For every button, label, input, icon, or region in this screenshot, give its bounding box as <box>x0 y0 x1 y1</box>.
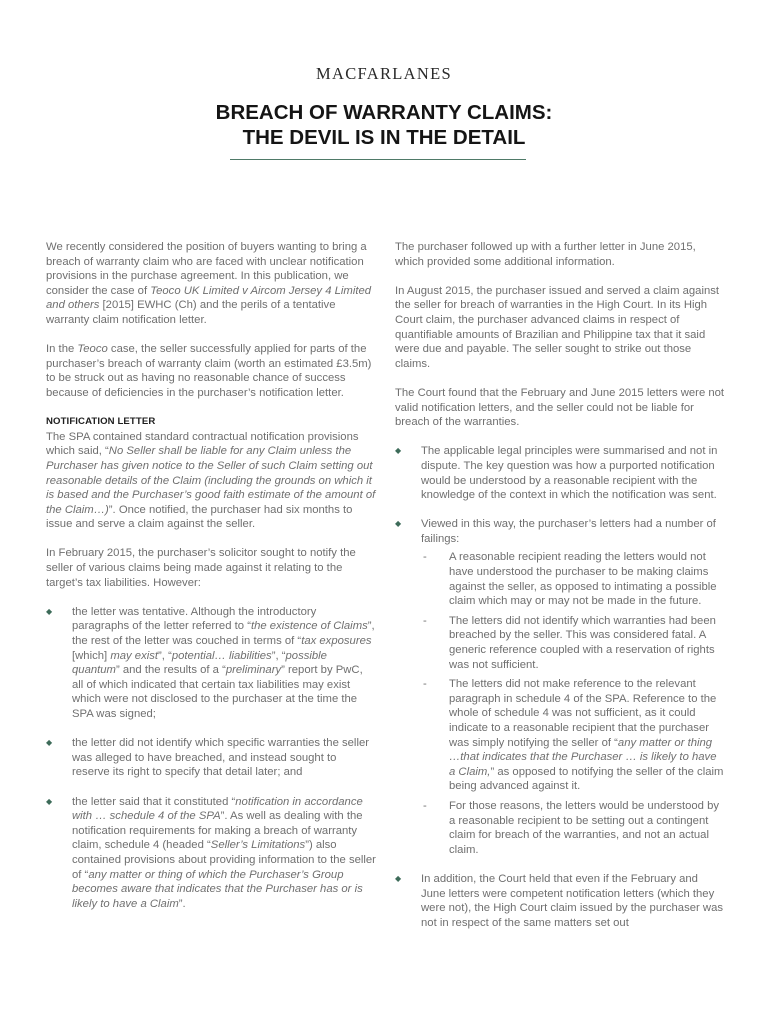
title-line-2: THE DEVIL IS IN THE DETAIL <box>242 126 526 149</box>
title-divider <box>230 159 526 160</box>
high-court-paragraph: In August 2015, the purchaser issued and served a claim against the seller for breach of warranties in the High Court. In its High Court claim, the purchaser advanced claims in respect of quantifiable amounts of Brazilian and Philippine tax that it said were due and payable. The seller sought to strike out those claims. <box>395 284 720 370</box>
firm-logo: MACFARLANES <box>316 64 452 83</box>
dash-bullet-icon: - <box>423 551 427 564</box>
dash-bullet-icon: - <box>423 614 427 627</box>
june-letter-paragraph: The purchaser followed up with a further letter in June 2015, which provided some additional information. <box>395 241 696 268</box>
findings-list <box>395 444 725 930</box>
dash-bullet-icon: - <box>423 799 427 812</box>
list-item: ◆ the letter said that it constituted “notification in accordance with … schedule 4 of the SPA”. As well as dealing with the notification requirements for making a breach of warranty claim, schedule 4 (headed “Seller’s Limitations”) also contained provisions about providing information to the seller of “any matter or thing of which the Purchaser’s Group becomes aware that indicates that the Purchaser has or is likely to have a Claim”. <box>46 795 376 910</box>
february-paragraph: In February 2015, the purchaser’s solicitor sought to notify the seller of various claims being made against it relating to the target’s tax liabilities. However: <box>46 547 356 589</box>
list-item: ◆ the letter did not identify which specific warranties the seller was alleged to have breached, and instead sought to reserve its right to specify that detail later; and <box>46 737 370 779</box>
teoco-paragraph: In the Teoco case, the seller successfully applied for parts of the purchaser’s breach of warranty claim (worth an estimated £3.5m) to be struck out as having no reasonable chance of success because of deficiencies in the purchaser’s notification letter. <box>46 343 372 399</box>
section-heading: NOTIFICATION LETTER <box>46 416 156 428</box>
spa-paragraph: The SPA contained standard contractual notification provisions which said, “No Seller shall be liable for any Claim unless the Purchaser has given notice to the Seller of such Claim setting out reasonable details of the Claim (including the grounds on which it is based and the Purchaser’s good faith estimate of the amount of the Claim…)”. Once notified, the purchaser had six months to issue and serve a claim against the seller. <box>46 430 376 531</box>
list-item: ◆ Viewed in this way, the purchaser’s letters had a number of failings: - A reasonable recipient reading the letters would not have understood the purchaser to be making claims against the seller, as opposed to intimating a possible claim which may or may not be made in the future. - The letters did not identify which warranties had been breached by the seller. This was considered fatal. A generic reference coupled with a reservation of rights was not sufficient. - The letters did not make reference to the relevant paragraph in schedule 4 of the SPA. Reference to the whole of schedule 4 was not sufficient, as it could indicate to a reasonable recipient that the purchaser was simply notifying the seller of “any matter or thing …that indicates that the Purchaser … is likely to have a Claim,” as opposed to notifying the seller of the claim being advanced against it. - For those reasons, the letters would be understood by a reasonable recipient to be setting out a contingent claim for breach of the warranties, and not an actual claim. <box>395 518 724 856</box>
sub-list-item: - The letters did not identify which warranties had been breached by the seller. This was considered fatal. A generic reference coupled with a reservation of rights was not sufficient. <box>423 614 716 671</box>
left-column <box>46 240 376 926</box>
sub-list <box>421 550 725 857</box>
sub-list-item: - For those reasons, the letters would be understood by a reasonable recipient to be setting out a contingent claim for breach of the warranties, and not an actual claim. <box>423 799 720 856</box>
sub-list-item: - A reasonable recipient reading the letters would not have understood the purchaser to be making claims against the seller, as opposed to intimating a possible claim which may or may not be made in the future. <box>423 551 717 608</box>
list-item: ◆ In addition, the Court held that even if the February and June letters were competent notification letters (which they were not), the High Court claim issued by the purchaser was not in respect of the same matters set out <box>395 872 724 929</box>
diamond-bullet-icon: ◆ <box>46 738 53 748</box>
diamond-bullet-icon: ◆ <box>395 873 402 883</box>
diamond-bullet-icon: ◆ <box>46 796 53 806</box>
failings-list <box>46 605 376 911</box>
dash-bullet-icon: - <box>423 678 427 691</box>
court-finding-paragraph: The Court found that the February and June 2015 letters were not valid notification letters, and the seller could not be liable for breach of the warranties. <box>395 386 725 429</box>
sub-list-item: - The letters did not make reference to the relevant paragraph in schedule 4 of the SPA. Reference to the whole of schedule 4 was not sufficient, as it could indicate to a reasonable recipient that the purchaser was simply notifying the seller of “any matter or thing …that indicates that the Purchaser … is likely to have a Claim,” as opposed to notifying the seller of the claim being advanced against it. <box>423 678 724 793</box>
diamond-bullet-icon: ◆ <box>395 446 402 456</box>
diamond-bullet-icon: ◆ <box>395 519 402 529</box>
list-item: ◆ The applicable legal principles were summarised and not in dispute. The key question was how a purported notification would be understood by a reasonable recipient with the knowledge of the context in which the notification was sent. <box>395 445 718 502</box>
title-line-1: BREACH OF WARRANTY CLAIMS: <box>215 101 553 124</box>
right-column <box>395 240 725 945</box>
intro-paragraph: We recently considered the position of buyers wanting to bring a breach of warranty claim who are faced with unclear notification provisions in the purchase agreement. In this publication, we consider the case of Teoco UK Limited v Aircom Jersey 4 Limited and others [2015] EWHC (Ch) and the perils of a tentative warranty claim notification letter. <box>46 241 372 326</box>
list-item: ◆ the letter was tentative. Although the introductory paragraphs of the letter referred to “the existence of Claims”, the rest of the letter was couched in terms of “tax exposures [which] may exist”, “potential… liabilities”, “possible quantum” and the results of a “preliminary” report by PwC, all of which indicated that certain tax liabilities may exist which were not disclosed to the purchaser at the time the SPA was signed; <box>46 605 375 720</box>
diamond-bullet-icon: ◆ <box>46 606 53 616</box>
page-title <box>0 100 768 150</box>
